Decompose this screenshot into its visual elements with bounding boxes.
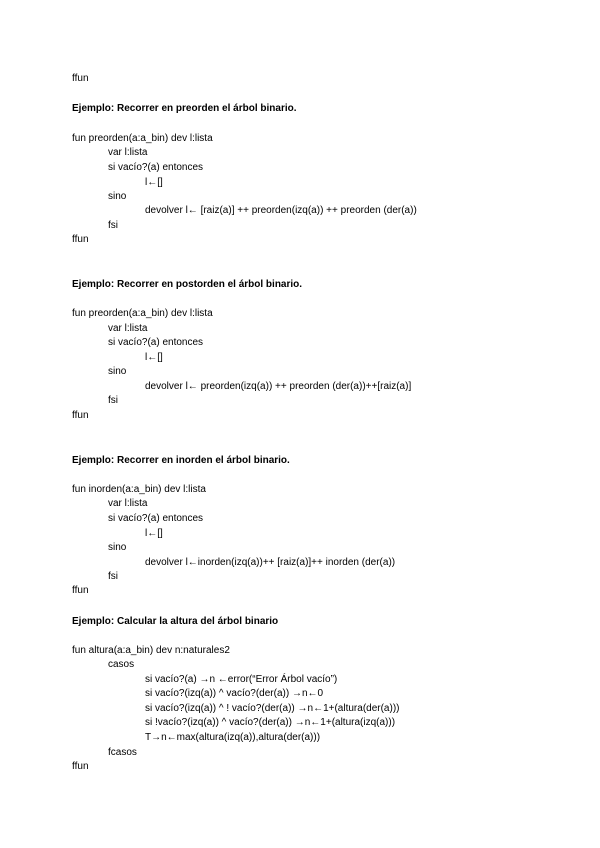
code-line: fun altura(a:a_bin) dev n:naturales2	[72, 645, 230, 656]
code-line: si vacío?(a) →n ←error(“Error Árbol vacío”)	[145, 674, 338, 685]
code-line: l←[]	[145, 177, 163, 188]
code-line: si vacío?(a) entonces	[108, 162, 204, 173]
code-line: ffun	[72, 761, 89, 772]
code-line: l←[]	[145, 352, 163, 363]
section-heading: Ejemplo: Recorrer en postorden el árbol binario.	[72, 279, 303, 290]
code-line: ffun	[72, 234, 89, 245]
code-line: ffun	[72, 585, 89, 596]
code-line: l←[]	[145, 528, 163, 539]
code-line: var l:lista	[108, 498, 148, 509]
code-line: si vacío?(a) entonces	[108, 337, 204, 348]
code-line: T→n←max(altura(izq(a)),altura(der(a)))	[145, 732, 321, 743]
section-heading: Ejemplo: Calcular la altura del árbol binario	[72, 616, 279, 627]
code-line: devolver l← preorden(izq(a)) ++ preorden (der(a))++[raiz(a)]	[145, 381, 412, 392]
code-line: sino	[108, 191, 127, 202]
code-line: si !vacío?(izq(a)) ^ vacío?(der(a)) →n←1+(altura(izq(a)))	[145, 717, 396, 728]
code-line: si vacío?(izq(a)) ^ ! vacío?(der(a)) →n←1+(altura(der(a)))	[145, 703, 400, 714]
code-line: fsi	[108, 220, 118, 231]
code-line: fun inorden(a:a_bin) dev l:lista	[72, 484, 206, 495]
code-line: devolver l← [raiz(a)] ++ preorden(izq(a)) ++ preorden (der(a))	[145, 205, 417, 216]
code-line: var l:lista	[108, 323, 148, 334]
code-line: casos	[108, 659, 135, 670]
section-heading: Ejemplo: Recorrer en preorden el árbol binario.	[72, 103, 297, 114]
code-line: var l:lista	[108, 147, 148, 158]
code-line: fsi	[108, 395, 118, 406]
code-line: fun preorden(a:a_bin) dev l:lista	[72, 133, 213, 144]
code-line: ffun	[72, 73, 89, 84]
code-line: devolver l←inorden(izq(a))++ [raiz(a)]++ inorden (der(a))	[145, 557, 396, 568]
code-line: fsi	[108, 571, 118, 582]
code-line: sino	[108, 366, 127, 377]
section-heading: Ejemplo: Recorrer en inorden el árbol binario.	[72, 455, 290, 466]
code-line: ffun	[72, 410, 89, 421]
code-line: fcasos	[108, 747, 137, 758]
code-line: si vacío?(izq(a)) ^ vacío?(der(a)) →n←0	[145, 688, 324, 699]
code-line: fun preorden(a:a_bin) dev l:lista	[72, 308, 213, 319]
code-line: sino	[108, 542, 127, 553]
code-line: si vacío?(a) entonces	[108, 513, 204, 524]
